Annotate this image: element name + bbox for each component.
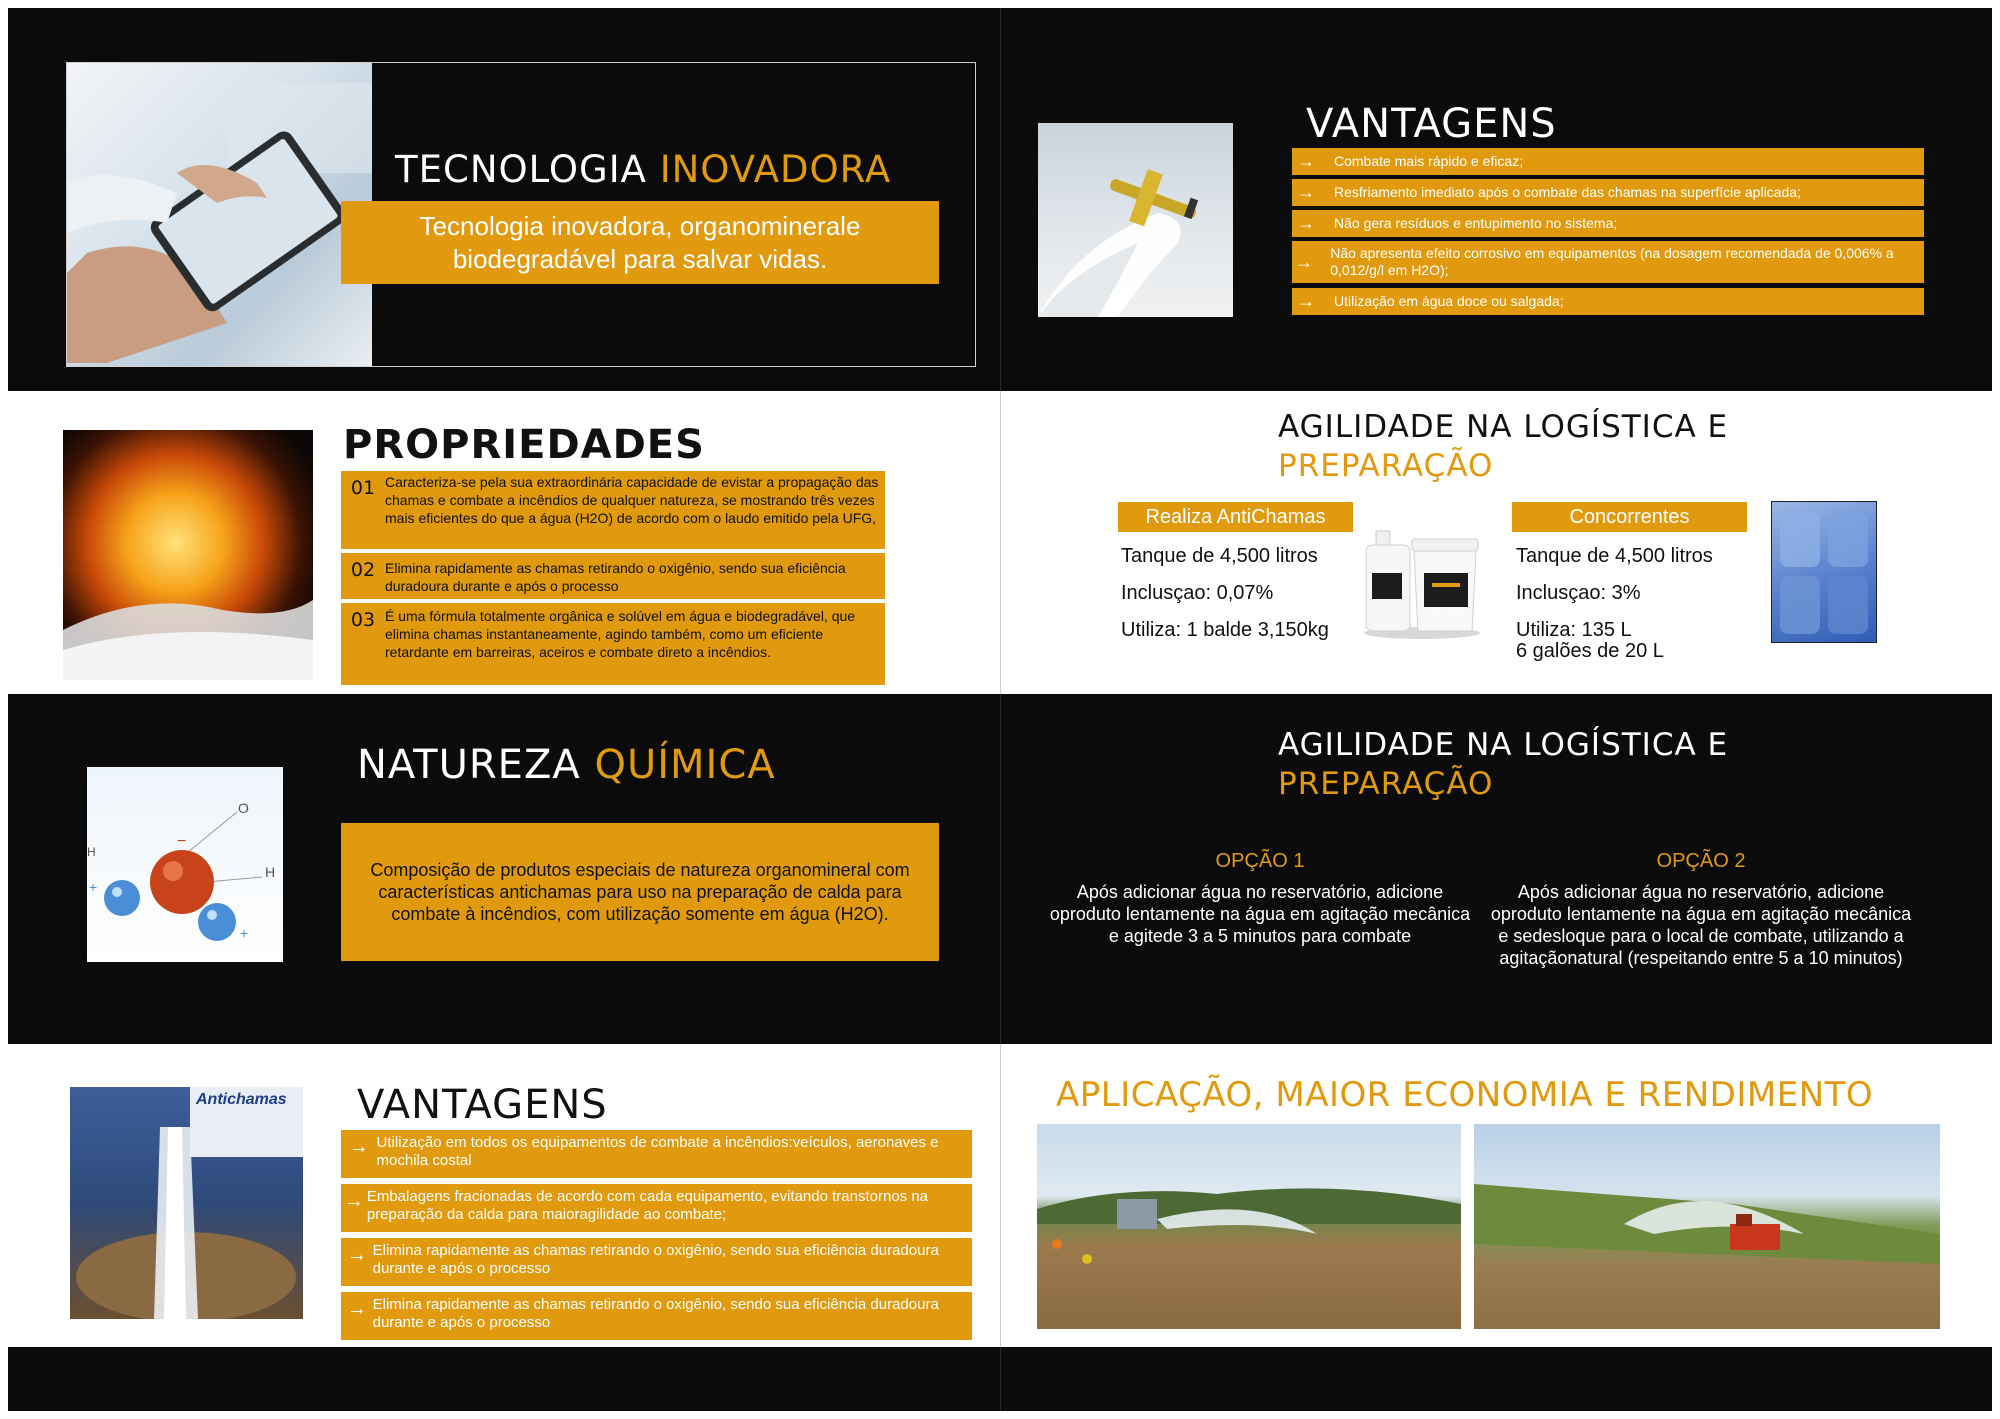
panel5-title-white: NATUREZA xyxy=(357,742,581,788)
arrow-icon: → xyxy=(1297,182,1315,202)
panel4-right-line: Inclusçao: 3% xyxy=(1516,582,1641,604)
panel3-item-text: Caracteriza-se pela sua extraordinária capacidade de evistar a propagação das chamas e combate a incêndios de qualquer natureza, se mostrando três vezes mais eficientes do que a água (H2O) de acordo com o laudo emitido pela UFG, xyxy=(385,474,879,526)
molecule-label-minus: − xyxy=(177,833,187,850)
product-illustration xyxy=(1362,525,1482,640)
arrow-icon: → xyxy=(346,1298,367,1320)
panel3-item-number: 02 xyxy=(350,559,376,581)
panel7-item-text: Utilização em todos os equipamentos de combate a incêndios:veículos, aeronaves e mochila costal xyxy=(376,1134,939,1169)
fire-photo xyxy=(63,430,313,680)
panel5-text: Composição de produtos especiais de natureza organomineral com características antichamas para uso na preparação de calda para combate à incêndios, com utilização somente em água (H2O). xyxy=(370,860,910,924)
molecule-label-o: O xyxy=(238,800,249,816)
field-illustration-2 xyxy=(1474,1124,1940,1329)
panel3-item xyxy=(341,553,885,599)
field-illustration-1 xyxy=(1037,1124,1461,1329)
tablet-illustration xyxy=(67,63,372,366)
panel7-item-text: Elimina rapidamente as chamas retirando o oxigênio, sendo sua eficiência duradoura durante e após o processo xyxy=(372,1296,939,1331)
powder-illustration xyxy=(70,1087,303,1319)
arrow-icon: → xyxy=(343,1190,364,1212)
footer-divider xyxy=(1000,1347,1001,1411)
panel4-title-line2: PREPARAÇÃO xyxy=(1278,448,1494,484)
field-photo-1 xyxy=(1037,1124,1461,1329)
arrow-icon: → xyxy=(348,1136,369,1158)
panel2-item-text: Utilização em água doce ou salgada; xyxy=(1334,293,1564,309)
product-bottles-image xyxy=(1362,525,1482,640)
panel7-item xyxy=(341,1292,972,1340)
panel4-title-line1: AGILIDADE NA LOGÍSTICA E xyxy=(1278,409,1729,445)
panel3-list xyxy=(341,471,885,685)
arrow-icon: → xyxy=(1295,251,1314,272)
panel6-title xyxy=(1278,726,1728,804)
panel4-left-line: Inclusçao: 0,07% xyxy=(1121,582,1274,604)
panel2-item xyxy=(1292,241,1924,283)
panel5-title xyxy=(357,742,776,788)
fire-illustration xyxy=(63,430,313,680)
panel4-right-lines xyxy=(1516,538,1756,661)
panel2-item-text: Combate mais rápido e eficaz; xyxy=(1334,153,1524,169)
panel7-item xyxy=(341,1238,972,1286)
panel6-option1-title: OPÇÃO 1 xyxy=(1215,850,1305,872)
panel3-item-number: 01 xyxy=(350,477,376,499)
arrow-icon: → xyxy=(1297,213,1315,233)
panel1-title xyxy=(395,148,955,191)
panel3-item-text: É uma fórmula totalmente orgânica e solúvel em água e biodegradável, que elimina chamas instantaneamente, agindo também, como um eficiente retardante em barreiras, aceiros e combate direto a incêndios. xyxy=(385,608,856,660)
product-label: APAGA FOGO xyxy=(1426,611,1466,617)
molecule-illustration xyxy=(87,767,283,962)
panel2-item-text: Não apresenta efeito corrosivo em equipamentos (na dosagem recomendada de 0,006% a 0,012/g/l em H2O); xyxy=(1330,245,1894,278)
panel2-item-text: Resfriamento imediato após o combate das chamas na superfície aplicada; xyxy=(1334,184,1801,200)
arrow-icon: → xyxy=(1297,291,1315,311)
gallons-photo xyxy=(1771,501,1877,643)
panel4-right-header xyxy=(1512,502,1747,532)
panel2-list xyxy=(1292,148,1924,318)
panel3-item-text: Elimina rapidamente as chamas retirando o oxigênio, sendo sua eficiência duradoura durante e após o processo xyxy=(385,560,846,594)
panel7-item-text: Embalagens fracionadas de acordo com cada equipamento, evitando transtornos na preparação da calda para maioragilidade ao combate; xyxy=(366,1188,929,1223)
molecule-label-h-left: H xyxy=(87,845,96,859)
plane-photo xyxy=(1038,123,1233,317)
panel4-right-line: Utiliza: 135 L xyxy=(1516,619,1632,641)
panel3-item-number: 03 xyxy=(350,609,376,631)
powder-photo xyxy=(70,1087,303,1319)
plane-illustration xyxy=(1038,123,1233,317)
molecule-label-h: H xyxy=(265,864,276,880)
powder-product-text: Antichamas xyxy=(196,1091,287,1108)
panel2-item xyxy=(1292,288,1924,315)
panel5-title-gold: QUÍMICA xyxy=(594,742,776,788)
panel4-left-header-label: Realiza AntiChamas xyxy=(1145,505,1326,528)
panel6-title-line2: PREPARAÇÃO xyxy=(1278,766,1494,802)
panel3-item xyxy=(341,471,885,549)
molecule-label-plus-2: + xyxy=(240,925,249,941)
panel4-left-line: Tanque de 4,500 litros xyxy=(1121,545,1318,567)
panel4-title xyxy=(1278,408,1728,486)
panel6-option2 xyxy=(1486,850,1916,969)
panel3-item xyxy=(341,603,885,685)
field-photo-2 xyxy=(1474,1124,1940,1329)
panel1-subtitle: Tecnologia inovadora, organominerale biodegradável para salvar vidas. xyxy=(419,210,861,274)
panel4-left-line: Utiliza: 1 balde 3,150kg xyxy=(1121,619,1329,641)
panel4-right-line: 6 galões de 20 L xyxy=(1516,640,1664,662)
panel1-title-white: TECNOLOGIA xyxy=(395,148,647,191)
arrow-icon: → xyxy=(346,1244,367,1266)
molecule-image xyxy=(87,767,283,962)
row4-divider xyxy=(1000,1044,1001,1347)
panel2-title: VANTAGENS xyxy=(1306,101,1557,147)
panel7-item-text: Elimina rapidamente as chamas retirando o oxigênio, sendo sua eficiência duradoura durante e após o processo xyxy=(372,1242,939,1277)
panel6-title-line1: AGILIDADE NA LOGÍSTICA E xyxy=(1278,727,1729,763)
row3-divider xyxy=(1000,694,1001,1044)
row1-divider xyxy=(1000,8,1001,391)
tablet-hand-photo xyxy=(67,63,372,366)
panel7-list xyxy=(341,1130,972,1340)
panel7-item xyxy=(341,1184,972,1232)
panel1-title-gold: INOVADORA xyxy=(659,148,892,191)
panel4-left-header xyxy=(1118,502,1353,532)
panel5-text-box xyxy=(341,823,939,961)
panel2-item xyxy=(1292,148,1924,175)
panel4-left-lines xyxy=(1121,538,1361,649)
gallons-illustration xyxy=(1772,502,1877,643)
panel4-right-header-label: Concorrentes xyxy=(1569,505,1690,528)
panel6-option2-text: Após adicionar água no reservatório, adicione oproduto lentamente na água em agitação mecânica e sedesloque para o local de combate, utilizando a agitaçãonatural (respeitando entre 5 a 10 minutos) xyxy=(1490,882,1912,968)
panel4-right-line: Tanque de 4,500 litros xyxy=(1516,545,1713,567)
molecule-label-plus: + xyxy=(89,879,98,895)
arrow-icon: → xyxy=(1297,151,1315,171)
panel6-option1 xyxy=(1045,850,1475,947)
row2-divider xyxy=(1000,391,1001,694)
panel1-subtitle-box xyxy=(341,201,939,284)
panel6-option1-text: Após adicionar água no reservatório, adicione oproduto lentamente na água em agitação mecânica e agitede 3 a 5 minutos para combate xyxy=(1049,882,1471,946)
panel2-item xyxy=(1292,210,1924,237)
panel2-item xyxy=(1292,179,1924,206)
panel8-title: APLICAÇÃO, MAIOR ECONOMIA E RENDIMENTO xyxy=(1056,1075,1874,1115)
panel3-title: PROPRIEDADES xyxy=(343,422,705,468)
panel6-option2-title: OPÇÃO 2 xyxy=(1656,850,1746,872)
panel7-item xyxy=(341,1130,972,1178)
panel7-title: VANTAGENS xyxy=(357,1082,608,1128)
panel2-item-text: Não gera resíduos e entupimento no sistema; xyxy=(1334,215,1618,231)
